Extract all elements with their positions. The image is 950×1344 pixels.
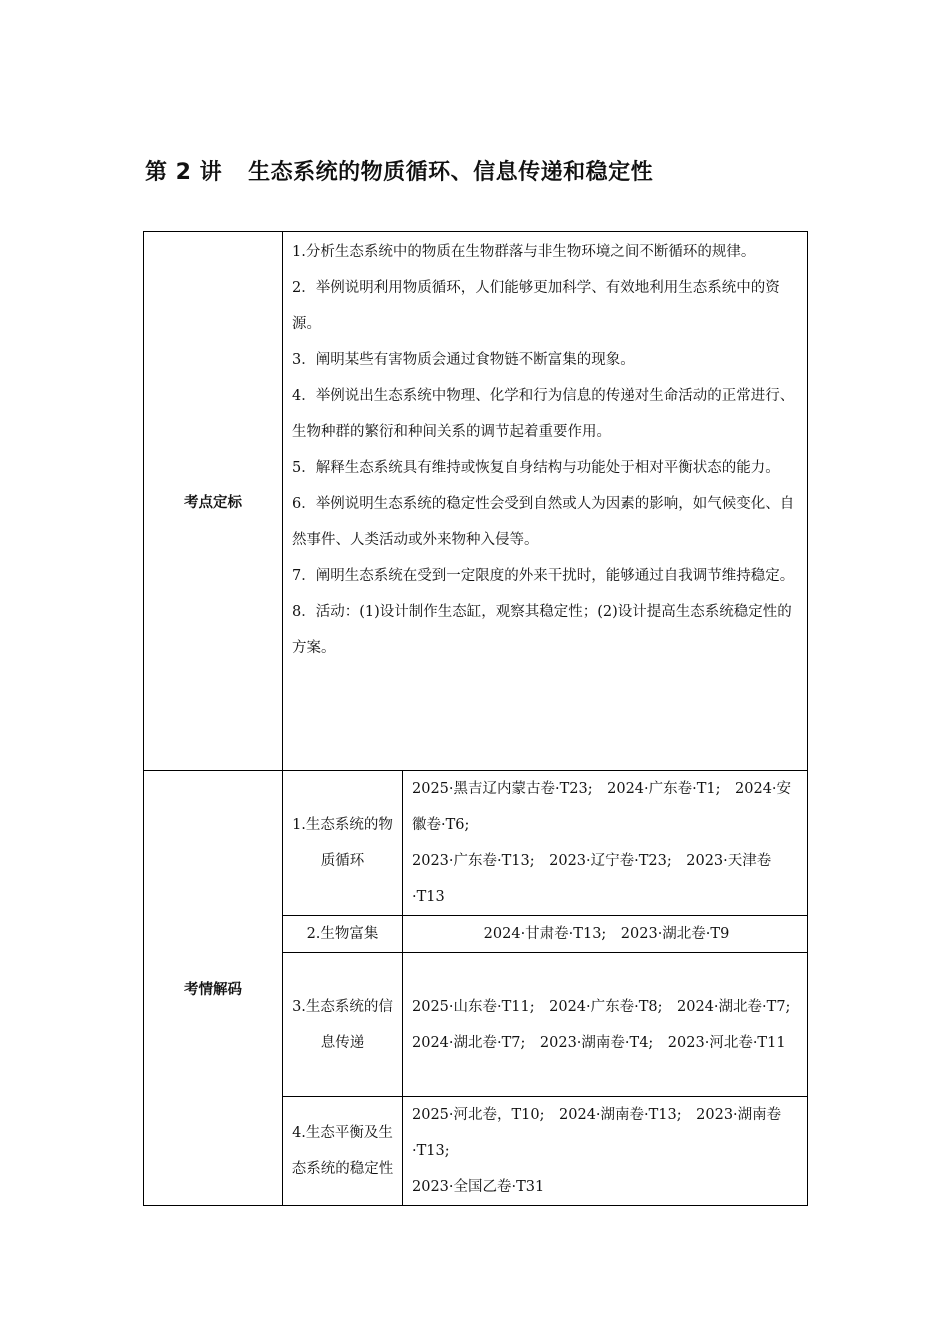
source-cell: [403, 771, 808, 916]
source-line: 2024·湖北卷·T7; 2023·湖南卷·T4; 2023·河北卷·T11: [412, 1034, 786, 1051]
objective-item: 6．举例说明生态系统的稳定性会受到自然或人为因素的影响，如气候变化、自然事件、人类活动或外来物种入侵等。: [292, 496, 795, 548]
topic-cell: 3.生态系统的信息传递: [283, 953, 403, 1097]
source-cell: [403, 916, 808, 953]
lecture-title: 生态系统的物质循环、信息传递和稳定性: [248, 160, 654, 185]
source-line: 2025·黑吉辽内蒙古卷·T23; 2024·广东卷·T1; 2024·安徽卷·T6;: [412, 781, 792, 833]
topic-cell: 2.生物富集: [283, 916, 403, 953]
objective-item: 4．举例说出生态系统中物理、化学和行为信息的传递对生命活动的正常进行、生物种群的繁衍和种间关系的调节起着重要作用。: [292, 388, 795, 440]
source-line: 2023·全国乙卷·T31: [412, 1179, 545, 1195]
objectives-label: 考点定标: [144, 232, 283, 771]
source-cell: [403, 1097, 808, 1206]
objective-item: 7．阐明生态系统在受到一定限度的外来干扰时，能够通过自我调节维持稳定。: [292, 568, 795, 584]
objectives-list: [283, 232, 808, 771]
objective-item: 1.分析生态系统中的物质在生物群落与非生物环境之间不断循环的规律。: [292, 244, 756, 260]
topic-cell: 4.生态平衡及生态系统的稳定性: [283, 1097, 403, 1206]
curriculum-table: [143, 231, 808, 1206]
analysis-label: 考情解码: [144, 771, 283, 1206]
analysis-row: [144, 771, 808, 916]
objective-item: 8．活动：(1)设计制作生态缸，观察其稳定性；(2)设计提高生态系统稳定性的方案。: [292, 604, 792, 656]
source-line: 2023·广东卷·T13; 2023·辽宁卷·T23; 2023·天津卷·T13: [412, 853, 772, 905]
objective-item: 3．阐明某些有害物质会通过食物链不断富集的现象。: [292, 352, 635, 368]
page-title: [145, 155, 653, 186]
objectives-row: [144, 232, 808, 771]
source-line: 2025·河北卷，T10; 2024·湖南卷·T13; 2023·湖南卷·T13;: [412, 1107, 782, 1159]
objective-item: 2．举例说明利用物质循环，人们能够更加科学、有效地利用生态系统中的资源。: [292, 280, 780, 332]
source-line: 2025·山东卷·T11; 2024·广东卷·T8; 2024·湖北卷·T7;: [412, 998, 791, 1015]
objective-item: 5．解释生态系统具有维持或恢复自身结构与功能处于相对平衡状态的能力。: [292, 460, 780, 476]
lecture-number: 第 2 讲: [145, 160, 223, 185]
topic-cell: 1.生态系统的物质循环: [283, 771, 403, 916]
source-line: 2024·甘肃卷·T13; 2023·湖北卷·T9: [483, 926, 730, 942]
source-cell: [403, 953, 808, 1097]
